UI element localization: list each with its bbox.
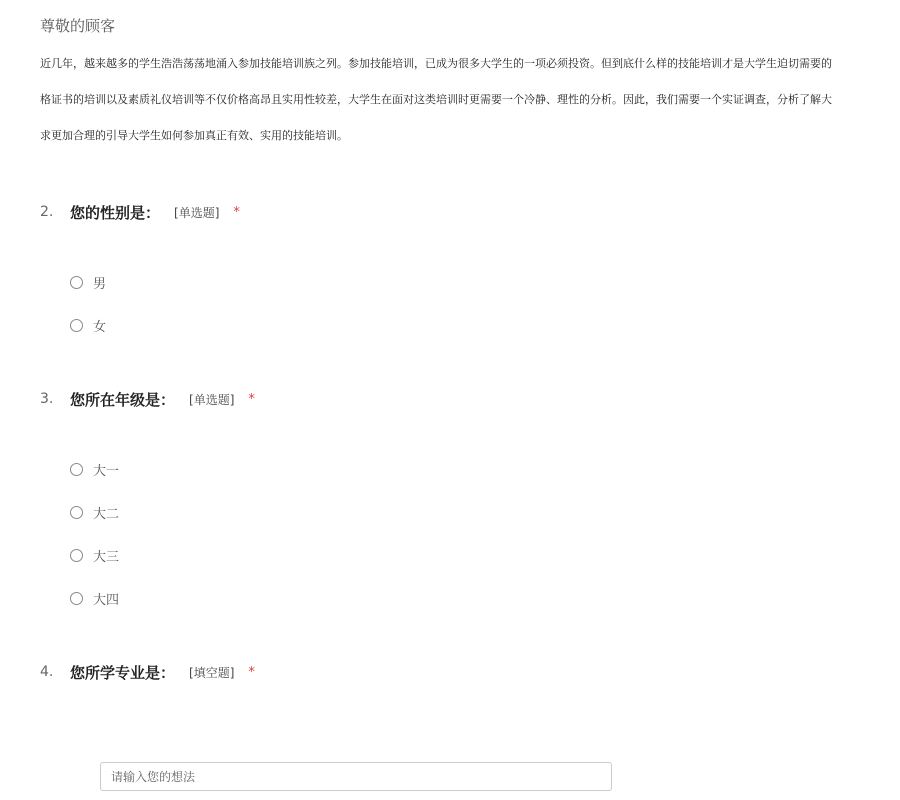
radio-unchecked-icon[interactable] — [70, 276, 83, 289]
required-asterisk: * — [248, 664, 255, 680]
option-label: 大四 — [93, 592, 120, 608]
option-male[interactable] — [70, 272, 106, 292]
radio-unchecked-icon[interactable] — [70, 506, 83, 519]
radio-unchecked-icon[interactable] — [70, 592, 83, 605]
intro-line: 近几年，越来越多的学生浩浩荡荡地涌入参加技能培训族之列。参加技能培训，已成为很多大学生的一项必须投资。但到底什么样的技能培训才是大学生迫切需要的 — [40, 57, 832, 70]
radio-unchecked-icon[interactable] — [70, 319, 83, 332]
option-junior[interactable] — [70, 545, 119, 565]
required-asterisk: * — [233, 204, 240, 220]
survey-greeting: 尊敬的顾客 — [40, 17, 116, 35]
option-label: 大二 — [93, 506, 120, 522]
radio-unchecked-icon[interactable] — [70, 463, 83, 476]
question-title: 您所在年级是： — [70, 390, 176, 409]
question-type-badge: [单选题] — [174, 205, 220, 220]
option-label: 女 — [93, 319, 107, 335]
intro-line: 格证书的培训以及素质礼仪培训等不仅价格高昂且实用性较差，大学生在面对这类培训时更需要一个冷静、理性的分析。因此，我们需要一个实证调查，分析了解大 — [40, 93, 832, 106]
question-number: 4. — [40, 664, 54, 680]
option-label: 大三 — [93, 549, 120, 565]
question-type-badge: [填空题] — [189, 665, 235, 680]
required-asterisk: * — [248, 391, 255, 407]
question-major — [40, 660, 255, 684]
question-gender — [40, 200, 240, 224]
option-female[interactable] — [70, 315, 106, 335]
option-sophomore[interactable] — [70, 502, 119, 522]
option-label: 大一 — [93, 463, 120, 479]
question-grade — [40, 387, 255, 411]
question-title: 您所学专业是： — [70, 663, 176, 682]
survey-intro — [40, 56, 900, 164]
question-number: 2. — [40, 204, 54, 220]
major-input[interactable] — [100, 762, 612, 791]
question-type-badge: [单选题] — [189, 392, 235, 407]
option-senior[interactable] — [70, 588, 119, 608]
intro-line: 求更加合理的引导大学生如何参加真正有效、实用的技能培训。 — [40, 129, 348, 142]
option-label: 男 — [93, 276, 107, 292]
question-number: 3. — [40, 391, 54, 407]
option-freshman[interactable] — [70, 459, 119, 479]
radio-unchecked-icon[interactable] — [70, 549, 83, 562]
question-title: 您的性别是： — [70, 203, 161, 222]
